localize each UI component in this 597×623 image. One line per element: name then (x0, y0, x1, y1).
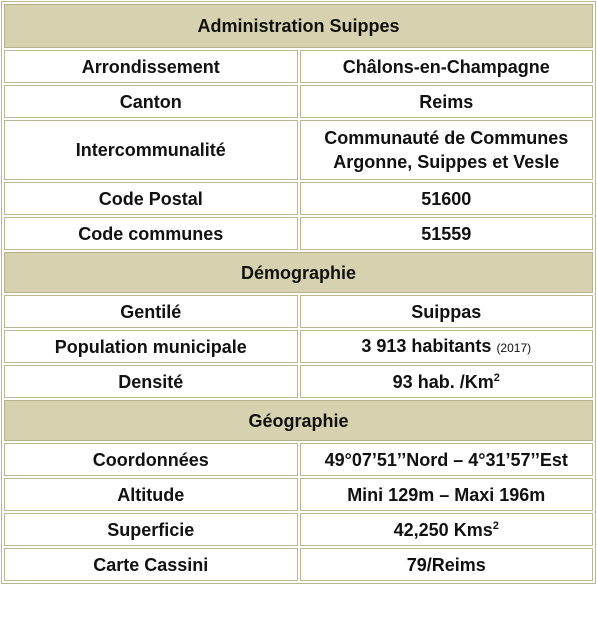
row-label: Arrondissement (4, 50, 298, 83)
table-row (4, 513, 593, 546)
row-value: Suippas (300, 295, 594, 328)
table-row (4, 330, 593, 363)
row-value: 49°07’51’’Nord – 4°31’57’’Est (300, 443, 594, 476)
table-row (4, 295, 593, 328)
table-row (4, 365, 593, 398)
table-row (4, 85, 593, 118)
row-value (300, 120, 594, 180)
row-value: 79/Reims (300, 548, 594, 581)
row-label: Altitude (4, 478, 298, 511)
row-value (300, 365, 594, 398)
densite-exponent: 2 (493, 371, 500, 384)
row-value: Châlons-en-Champagne (300, 50, 594, 83)
table-row (4, 443, 593, 476)
row-label: Gentilé (4, 295, 298, 328)
table-row (4, 50, 593, 83)
table-row (4, 478, 593, 511)
row-label: Coordonnées (4, 443, 298, 476)
row-label: Superficie (4, 513, 298, 546)
value-line: Communauté de Communes (324, 128, 569, 148)
section-header-demographie (4, 252, 593, 293)
row-label: Code Postal (4, 182, 298, 215)
row-value (300, 330, 594, 363)
population-year: (2017) (496, 340, 532, 355)
table-row (4, 548, 593, 581)
table-row (4, 217, 593, 250)
row-label: Canton (4, 85, 298, 118)
superficie-value: 42,250 Kms (393, 519, 493, 540)
info-table (1, 1, 596, 584)
table-row (4, 182, 593, 215)
row-label: Population municipale (4, 330, 298, 363)
section-title: Démographie (4, 252, 593, 293)
section-header-administration (4, 4, 593, 48)
row-value: 51559 (300, 217, 594, 250)
section-title: Géographie (4, 400, 593, 441)
row-label: Carte Cassini (4, 548, 298, 581)
population-value: 3 913 habitants (361, 335, 492, 356)
section-header-geographie (4, 400, 593, 441)
row-value (300, 513, 594, 546)
row-value: 51600 (300, 182, 594, 215)
densite-value: 93 hab. /Km (392, 371, 494, 392)
row-label: Intercommunalité (4, 120, 298, 180)
table-row (4, 120, 593, 180)
row-label: Code communes (4, 217, 298, 250)
value-line: Argonne, Suippes et Vesle (333, 152, 560, 172)
section-title: Administration Suippes (4, 4, 593, 48)
superficie-exponent: 2 (492, 519, 499, 532)
row-label: Densité (4, 365, 298, 398)
row-value: Reims (300, 85, 594, 118)
row-value: Mini 129m – Maxi 196m (300, 478, 594, 511)
